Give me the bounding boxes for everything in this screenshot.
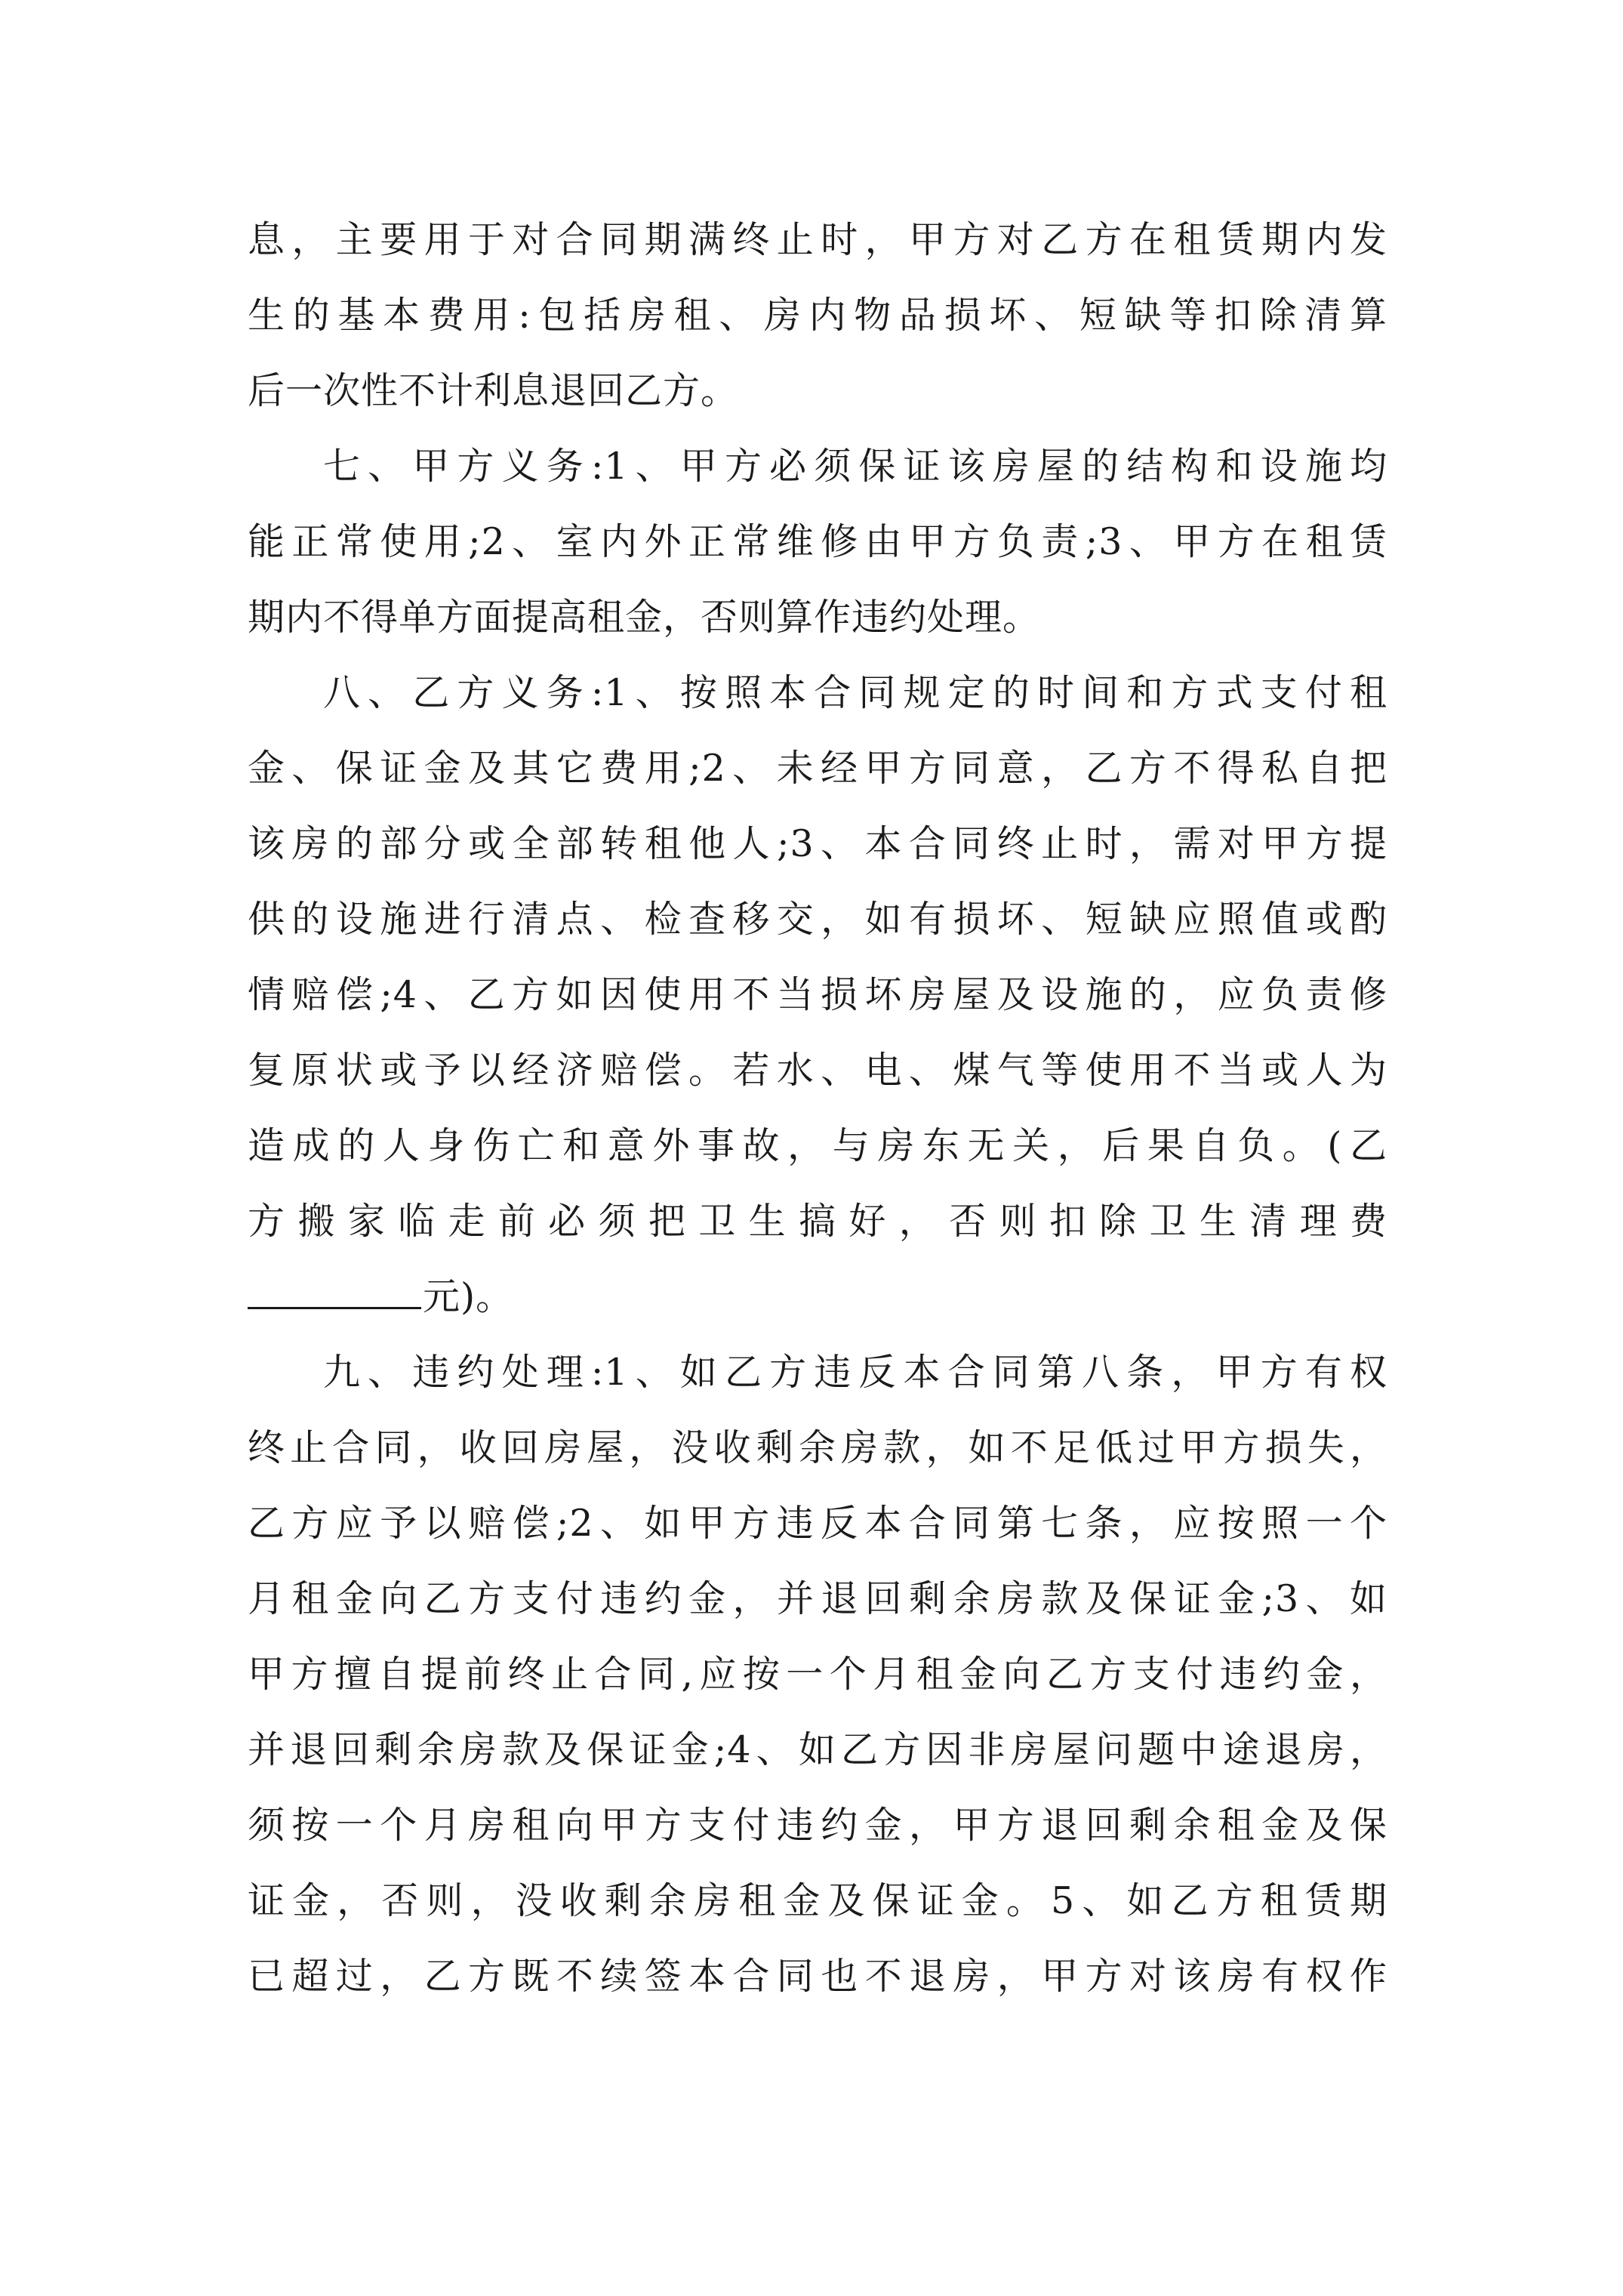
text-line: 七、甲方义务:1、甲方必须保证该房屋的结构和设施均 [323, 445, 1387, 488]
text-line: 造成的人身伤亡和意外事故，与房东无关，后果自负。(乙 [248, 1124, 1387, 1167]
text-line: 能正常使用;2、室内外正常维修由甲方负责;3、甲方在租赁 [248, 520, 1387, 563]
text-line: 已超过，乙方既不续签本合同也不退房，甲方对该房有权作 [248, 1955, 1387, 1998]
text-line: 金、保证金及其它费用;2、未经甲方同意，乙方不得私自把 [248, 747, 1387, 790]
text-line: 情赔偿;4、乙方如因使用不当损坏房屋及设施的，应负责修 [248, 973, 1387, 1016]
text-line: 方搬家临走前必须把卫生搞好，否则扣除卫生清理费 [248, 1200, 1387, 1243]
text-line: 须按一个月房租向甲方支付违约金，甲方退回剩余租金及保 [248, 1804, 1387, 1847]
text-line: 该房的部分或全部转租他人;3、本合同终止时，需对甲方提 [248, 822, 1387, 865]
contract-body [248, 202, 1387, 2014]
text-line: 期内不得单方面提高租金，否则算作违约处理。 [248, 596, 1041, 639]
text-line: 乙方应予以赔偿;2、如甲方违反本合同第七条，应按照一个 [248, 1502, 1387, 1545]
paragraph-deposit-continued [248, 202, 1387, 429]
text-line: 终止合同，收回房屋，没收剩余房款，如不足低过甲方损失， [248, 1426, 1387, 1469]
text-line: 复原状或予以经济赔偿。若水、电、煤气等使用不当或人为 [248, 1049, 1387, 1092]
text-line: 供的设施进行清点、检查移交，如有损坏、短缺应照值或酌 [248, 898, 1387, 941]
text-line: 息，主要用于对合同期满终止时，甲方对乙方在租赁期内发 [248, 218, 1387, 261]
text-line: 生的基本费用:包括房租、房内物品损坏、短缺等扣除清算 [248, 294, 1387, 337]
text-line: 证金，否则，没收剩余房租金及保证金。5、如乙方租赁期 [248, 1879, 1387, 1922]
fill-in-blank [248, 1277, 421, 1309]
text-tail: 元)。 [423, 1275, 514, 1318]
text-line-with-blank [248, 1259, 1387, 1335]
text-line: 月租金向乙方支付违约金，并退回剩余房款及保证金;3、如 [248, 1577, 1387, 1620]
text-line: 并退回剩余房款及保证金;4、如乙方因非房屋问题中途退房， [248, 1728, 1387, 1771]
text-line: 八、乙方义务:1、按照本合同规定的时间和方式支付租 [323, 671, 1387, 714]
paragraph-clause-9 [248, 1335, 1387, 2014]
text-line: 后一次性不计利息退回乙方。 [248, 369, 739, 412]
text-line: 九、违约处理:1、如乙方违反本合同第八条，甲方有权 [323, 1351, 1387, 1394]
paragraph-clause-8 [248, 655, 1387, 1335]
paragraph-clause-7 [248, 429, 1387, 655]
text-line: 甲方擅自提前终止合同,应按一个月租金向乙方支付违约金， [248, 1653, 1387, 1696]
